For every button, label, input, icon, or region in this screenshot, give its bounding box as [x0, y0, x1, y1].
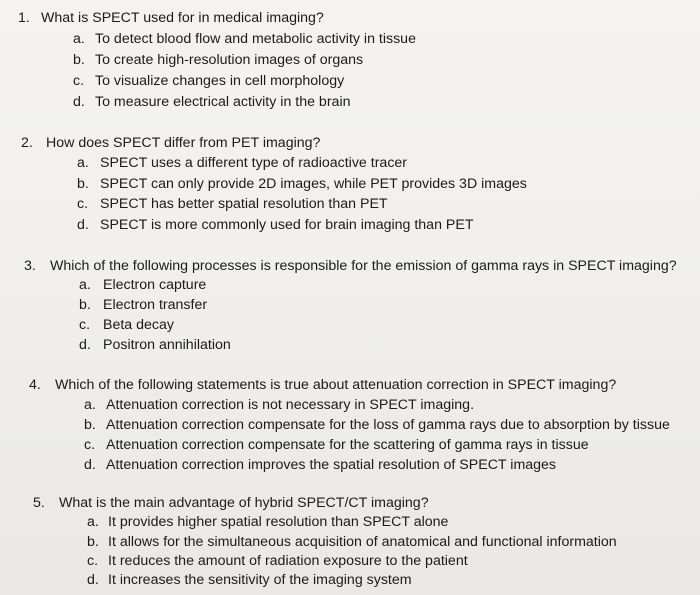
- question-number: 3.: [24, 258, 36, 274]
- question-number: 2.: [21, 135, 33, 151]
- option-letter: a.: [84, 397, 96, 413]
- option-letter: c.: [73, 73, 85, 89]
- option-text: SPECT is more commonly used for brain imaging than PET: [100, 217, 474, 233]
- question-text: Which of the following processes is responsible for the emission of gamma rays in SPECT imaging?: [50, 258, 677, 274]
- question-number: 5.: [33, 495, 45, 511]
- option-text: Electron capture: [103, 277, 207, 293]
- option-letter: d.: [73, 94, 85, 110]
- option-letter: a.: [73, 31, 85, 47]
- option-letter: a.: [79, 277, 91, 293]
- option-text: To create high-resolution images of organs: [95, 52, 364, 68]
- question-text: What is the main advantage of hybrid SPECT/CT imaging?: [59, 495, 429, 511]
- option-text: Electron transfer: [103, 297, 208, 313]
- option-text: Attenuation correction is not necessary in SPECT imaging.: [106, 397, 475, 413]
- option-text: It provides higher spatial resolution than SPECT alone: [108, 514, 449, 530]
- option-text: To detect blood flow and metabolic activity in tissue: [95, 31, 416, 47]
- option-letter: d.: [79, 337, 91, 353]
- option-letter: c.: [87, 553, 99, 569]
- option-letter: b.: [77, 176, 89, 192]
- question-text: Which of the following statements is true about attenuation correction in SPECT imaging?: [55, 377, 617, 393]
- option-letter: b.: [73, 52, 85, 68]
- option-text: SPECT uses a different type of radioactive tracer: [100, 155, 408, 171]
- option-text: It allows for the simultaneous acquisition of anatomical and functional information: [108, 534, 617, 550]
- option-text: SPECT has better spatial resolution than PET: [100, 196, 388, 212]
- option-letter: a.: [87, 514, 99, 530]
- option-letter: d.: [87, 572, 99, 588]
- option-letter: b.: [87, 534, 99, 550]
- option-letter: d.: [84, 457, 96, 473]
- option-letter: c.: [79, 317, 91, 333]
- option-text: Attenuation correction compensate for the scattering of gamma rays in tissue: [106, 437, 589, 453]
- option-letter: d.: [77, 217, 89, 233]
- option-text: To measure electrical activity in the brain: [95, 94, 351, 110]
- option-letter: b.: [84, 417, 96, 433]
- option-text: Positron annihilation: [103, 337, 231, 353]
- option-text: Attenuation correction compensate for the loss of gamma rays due to absorption by tissue: [106, 417, 670, 433]
- option-text: To visualize changes in cell morphology: [95, 73, 345, 89]
- option-text: Beta decay: [103, 317, 174, 333]
- option-letter: c.: [77, 196, 89, 212]
- option-text: It increases the sensitivity of the imaging system: [108, 572, 412, 588]
- question-number: 4.: [29, 377, 41, 393]
- option-letter: c.: [84, 437, 96, 453]
- option-text: SPECT can only provide 2D images, while PET provides 3D images: [100, 176, 527, 192]
- option-letter: b.: [79, 297, 91, 313]
- question-text: How does SPECT differ from PET imaging?: [46, 135, 321, 151]
- option-text: It reduces the amount of radiation exposure to the patient: [108, 553, 468, 569]
- question-number: 1.: [18, 10, 30, 26]
- question-text: What is SPECT used for in medical imaging?: [41, 10, 324, 26]
- option-letter: a.: [77, 155, 89, 171]
- option-text: Attenuation correction improves the spatial resolution of SPECT images: [106, 457, 557, 473]
